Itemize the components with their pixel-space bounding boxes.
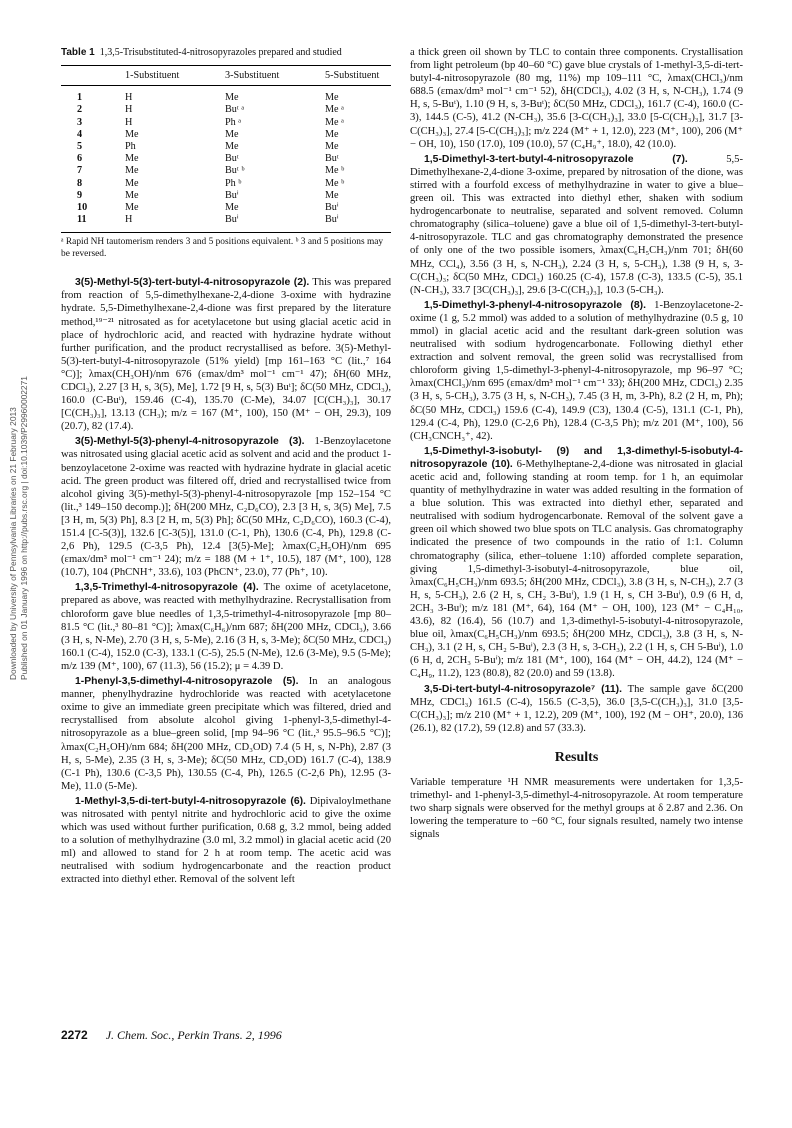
paragraph-text: 6-Methylheptane-2,4-dione was nitrosated in glacial acetic acid and, following standing at room temp. for 1 h, an equimolar quantity of methylhydrazine in water was added resulting in the formation of a blue solution. This was extracted into diethyl ether, separated and neutralised with sodium hydrogencarbonate. Removal of the solvent gave a green oil which showed two blue spots on TLC analysis. Gas chromatography indicated the presence of two compounds in the ratio of 1:1. Column chromatography (silica, ether–toluene 1:10) afforded complete separation, giving 1,5-dimethyl-3-isobutyl-4-nitrosopyrazole, blue oil, λmax(C₆H₅CH₃)/nm 693.5; δH(200 MHz, CDCl₃), 3.8 (3 H, s, N-CH₃), 2.7 (3 H, s, 5-CH₃), 2.6 (2 H, s, CH₂ 3-Buⁱ), 1.9 (1 H, s, CH 3-Buⁱ), 0.9 (6 H, d, 2CH₃ 3-Buⁱ); m/z 181 (M⁺, 64), 164 (M⁺ − OH, 100), 123 (M⁺ − C₄H₁₀, 43.6), 82 (16.4), 56 (10.7) and 1,3-dimethyl-5-isobutyl-4-nitrosopyrazole, blue oil, λmax(C₆H₅CH₃)/nm 693.5; δH(200 MHz, CDCl₃), 3.8 (3 H, s, N-CH₃), 3.1 (2 H, s, CH₂ 5-Buⁱ), 2.3 (3 H, s, 3-CH₃), 2.2 (1 H, s, CH 5-Buⁱ), 1.0 (6 H, d, 2CH₃ 5-Buⁱ); m/z 181 (M⁺, 100), 164 (M⁺ − OH, 44.2), 124 (M⁺ − C₄H₉, 11.2), 123 (80.8), 82 (20.0) and 59 (13.8). [410,458,743,680]
table-footnote: ᵃ Rapid NH tautomerism renders 3 and 5 positions equivalent. ᵇ 3 and 5 positions may be reversed. [61,237,384,259]
compound-number: 11 [77,214,87,226]
section-heading-results: Results [554,749,599,765]
paragraph [410,46,743,151]
table-cell: Buᵗ [325,153,339,165]
table-cell: Buⁱ [225,189,239,201]
table-row [61,104,391,116]
table-cell: Me ᵃ [325,116,344,128]
table-cell: Buⁱ [325,202,339,214]
paragraph-text: 1-Benzoylacetone was nitrosated using glacial acetic acid as solvent and acid and the product 1-benzoylacetone 2-oxime was reacted with hydrazine hydrate in glacial acetic acid. The green product was filtered off, dried and recrystallised twice from alcohol giving 3(5)-methyl-5(3)-phenyl-4-nitrosopyrazole [mp 152–154 °C (lit.,³ 149–150 decomp.)]; δH(200 MHz, C₂D₆CO), 2.3 [3 H, s, 3(5) Me], 7.5 [3 H, m, 5(3) Ph], 8.3 [2 H, m, 5(3) Ph]; δC(50 MHz, C₂D₆CO), 160.3 (C-4), 151.4 [C-5(3)], 132.6 [C-3(5)], 131.0 (C-1, Ph), 130.6 (C-4, Ph), 129.8 (C-2,6 Ph), 129.5 (C-3,5 Ph), 12.4 [3(5)-Me]; λmax(C₂H₅OH)/nm 695 (εmax/dm³ mol⁻¹ cm⁻¹ 24); m/z = 188 (M + 1⁺, 10.5), 187 (M⁺, 100), 128 (10.7), 104 (PhCNH⁺, 33.6), 103 (PhCN⁺, 23.0), 77 (Ph⁺, 10). [61,436,391,579]
download-watermark [2,300,32,680]
compound-number: 8 [77,177,83,189]
table-row [61,178,391,190]
download-notice: Downloaded by University of Pennsylvania Libraries on 21 February 2013 [8,407,18,680]
paragraph [410,153,743,297]
table-row [61,202,391,214]
table-cell: Me [225,141,239,152]
table-row [61,190,391,202]
compound-number: 9 [77,189,83,201]
table-row [61,129,391,141]
table-cell: Buⁱ [325,214,339,226]
paragraph-text: In an analogous manner, phenylhydrazine hydrochloride was reacted with acetylacetone oxime to give an immediate green precipitate which was filtered, dried and recrystallised from absolute alcohol giving 1-phenyl-3,5-dimethyl-4-nitrosopyrazole as a blue–green solid, [mp 94–96 °C (lit.,³ 95.5–96.5 °C)]; λmax(C₂H₅OH)/nm 684; δH(200 MHz, CD₃OD) 7.4 (5 H, s, N-Ph), 2.87 (3 H, s, 5-Me), 2.35 (3 H, s, 3-Me); δC(50 MHz, CD₃OD) 161.7 (C-4), 138.9 (C-1 Ph), 130.6 (C-3,5 Ph), 130.55 (C-4, Ph), 126.5 (C-2,6 Ph), 12.95 (3-Me), 11.0 (5-Me). [61,676,392,792]
compound-number: 3 [77,116,83,128]
table-caption-text: 1,3,5-Trisubstituted-4-nitrosopyrazoles prepared and studied [99,47,342,58]
table-header-cell [61,66,125,86]
table-cell: Me [125,128,139,140]
left-column [61,46,391,889]
table-header-row [61,66,391,86]
paragraph-text: 1-Benzoylacetone-2-oxime (1 g, 5.2 mmol) was added to a solution of methylhydrazine (0.5 g, 10 mmol) in glacial acetic acid and the resultant dark-green solution was neutralised with sodium hydrogencarbonate. Following diethyl ether extraction and solvent removal, the green solid was recrystallised from chloroform giving 1,5-dimethyl-3-phenyl-4-nitrosopyrazole, mp 96–97 °C; λmax(CHCl₃)/nm 695 (εmax/dm³ mol⁻¹ cm⁻¹ 33); δH(200 MHz, CDCl₃) 2.35 (3 H, s, 5-CH₃), 3.75 (3 H, s, N-CH₃), 7.45 (3 H, m, 3-Ph), 8.2 (2 H, m, Ph); δC(50 MHz, CDCl₃) 159.6 (C-4), 149.9 (C3), 130.4 (C-5), 131.1 (C-1, Ph), 129.4 (C-4, Ph), 129.0 (C-2,6 Ph), 128.4 (C-3,5 Ph); m/z 201 (M⁺, 100), 56 (CH₃CNCH₃⁺, 42). [410,299,743,442]
table-body [61,86,391,233]
table-cell: Me [325,141,339,152]
paragraph-text: Variable temperature ¹H NMR measurements were undertaken for 1,3,5-trimethyl- and 1-phenyl-3,5-dimethyl-4-nitrosopyrazole. At room temperature two sharp signals were observed for the methyl groups at δ 2.87 and 2.36. On lowering the temperature to −60 °C, four signals resulted, namely two intense signals [410,776,743,841]
page-number: 2272 [61,1028,88,1042]
paragraph-text: a thick green oil shown by TLC to contain three components. Crystallisation from light petroleum (bp 40–60 °C) gave blue crystals of 1-methyl-3,5-di-tert-butyl-4-nitrosopyrazole (80 mg, 11%) mp 109–111 °C, λmax(CHCl₃)/nm 688.5 (εmax/dm³ mol⁻¹ cm⁻¹ 52), δH(CDCl₃), 4.02 (3 H, s, N-CH₃), 1.74 (9 H, s, 5-Buᵗ), 1.10 (9 H, s, 3-Buᵗ); δC(50 MHz, CDCl₃), 161.7 (C-4), 160.0 (C-3), 144.5 (C-5), 41.2 (N-CH₃), 35.6 [3-C(CH₃)₃], 33.0 [5-C(CH₃)₃], 31.7 [3-C(CH₃)₃], 27.4 [5-C(CH₃)₃]; m/z 224 (M⁺ + 1, 12.0), 223 (M⁺, 100), 206 (M⁺ − OH, 10), 150 (17.0), 109 (10.0), 57 (C₄H₉⁺, 18.0), 42 (10.0). [410,47,743,150]
compound-heading: 3(5)-Methyl-5(3)-tert-butyl-4-nitrosopyrazole (2). [75,277,310,289]
substituent-table [61,65,391,233]
paragraph-text: This was prepared from reaction of 5,5-dimethylhexane-2,4-dione 3-oxime with hydrazine hydrate. 5,5-Dimethylhexane-2,4-dione was first prepared by the literature method,¹⁹⁻²¹ nitrosated as for acetylacetone but using glacial acetic acid in place of hydrochloric acid, and reacted with hydrazine hydrate without further purification, and the product recrystallised as before. 3(5)-Methyl-5(3)-tert-butyl-4-nitrosopyrazole (51% yield) [mp 161–163 °C (lit.,⁷ 164 °C)]; λmax(CH₃OH)/nm 676 (εmax/dm³ mol⁻¹ cm⁻¹ 47); δH(60 MHz, CDCl₃), 2.27 [3 H, s, 3(5), Me], 1.72 [9 H, s, 5(3) Buᵗ]; δC(50 MHz, CDCl₃), 160.0 (C-Buᵗ), 159.46 (C-4), 135.70 (C-Me), 34.07 [C(CH₃)₃], 30.17 [C(CH₃)₃], 13.13 (CH₃); m/z = 167 (M⁺, 100), 150 (M⁺ − OH, 29.3), 109 (20.7), 82 (17.4). [61,277,391,433]
paragraph [410,445,743,681]
table-cell: Me [125,202,139,214]
table-row [61,117,391,129]
table-label: Table 1 [61,47,95,58]
compound-number: 1 [77,92,83,104]
compound-heading: 1-Phenyl-3,5-dimethyl-4-nitrosopyrazole (5). [75,676,299,688]
table-row [61,153,391,165]
table-cell: H [125,214,133,226]
table-cell: Ph ᵃ [225,116,242,128]
table-cell: H [125,116,133,128]
compound-number: 2 [77,104,83,116]
table-cell: Me [325,128,339,140]
table-row [61,141,391,153]
compound-heading: 1,5-Dimethyl-3-tert-butyl-4-nitrosopyrazole (7). [424,153,688,165]
compound-number: 7 [77,165,83,177]
table-cell: Me [125,165,139,177]
compound-heading: 3(5)-Methyl-5(3)-phenyl-4-nitrosopyrazole (3). [75,436,305,448]
table-cell: Me [225,92,239,104]
paragraph-text: The sample gave δC(200 MHz, CDCl₃) 161.5 (C-4), 156.5 (C-3,5), 36.0 [3,5-C(CH₃)₃], 31.0 [3,5-C(CH₃)₃]; m/z 210 (M⁺ + 1, 12.2), 209 (M⁺, 100), 192 (M − OH⁺, 20.0), 136 (26.1), 82 (17.2), 59 (12.8) and 57 (33.3). [410,683,743,734]
compound-heading: 3,5-Di-tert-butyl-4-nitrosopyrazole⁷ (11). [424,683,622,695]
table-cell: Me [125,189,139,201]
table-cell: Buᵗ ᵇ [225,165,245,177]
table-cell: Me [325,92,339,104]
table-cell: Me ᵇ [325,177,345,189]
table-header-cell: 1-Substituent [125,66,225,86]
compound-heading: 1-Methyl-3,5-di-tert-butyl-4-nitrosopyrazole (6). [75,795,306,807]
journal-citation: J. Chem. Soc., Perkin Trans. 2, 1996 [105,1028,282,1042]
paragraph [61,581,391,673]
table-row [61,86,391,105]
paragraph-text: The oxime of acetylacetone, prepared as above, was reacted with methylhydrazine. Recrystallisation from chloroform gave blue needles of 1,3,5-trimethyl-4-nitrosopyrazole [mp 80–81.5 °C (lit.,³ 80–81 °C)]; λmax(C₆H₆)/nm 687; δH(200 MHz, CDCl₃), 3.66 (3 H, s, N-Me), 2.70 (3 H, s, 5-Me), 2.16 (3 H, s, 3-Me); δC(50 MHz, CDCl₃) 160.1 (C-4), 152.0 (C-3), 133.1 (C-5), 25.5 (N-Me), 12.6 (3-Me), 9.5 (5-Me); m/z 139 (M⁺, 100), 67 (11.3), 56 (15.2); μ = 4.39 D. [61,582,391,672]
paragraph [410,683,743,735]
table-row [61,214,391,233]
doi-link[interactable]: Published on 01 January 1996 on http://pubs.rsc.org | doi:10.1039/P29960002271 [19,376,29,680]
table-cell: Buᵗ [225,153,239,165]
paragraph [61,795,391,887]
table-caption [61,46,391,59]
compound-number: 5 [77,141,83,152]
table-cell: Me [325,189,339,201]
table-header-cell: 5-Substituent [325,66,391,86]
compound-heading: 1,5-Dimethyl-3-phenyl-4-nitrosopyrazole (8). [424,299,647,311]
paragraph [61,435,391,579]
paragraph [410,299,743,443]
table-cell: Me [125,153,139,165]
table-header-cell: 3-Substituent [225,66,325,86]
paragraph-text: Dipivaloylmethane was nitrosated with pentyl nitrite and hydrochloric acid to give the oxime which was used without further purification, 0.68 g, 3.2 mmol, being added to a solution of methylhydrazine (3.0 ml, 3.2 mmol) in glacial acetic acid (20 ml) and allowed to stand for 2 h at room temp. The acetic acid was neutralised with sodium hydrogencarbonate and the reaction product extracted into diethyl ether. Removal of the solvent left [61,795,391,886]
paragraph [61,675,391,793]
table-cell: Ph ᵇ [225,177,242,189]
page-footer [61,1028,282,1043]
compound-number: 4 [77,128,83,140]
table-cell: Ph [125,141,136,152]
table-cell: Buⁱ [225,214,239,226]
table-cell: H [125,92,133,104]
table-cell: Me ᵃ [325,104,344,116]
table-cell: Buᵗ ᵃ [225,104,245,116]
compound-number: 10 [77,202,88,214]
compound-number: 6 [77,153,83,165]
table-cell: Me ᵇ [325,165,345,177]
table-cell: Me [125,177,139,189]
paragraph-text: 5,5-Dimethylhexane-2,4-dione 3-oxime, prepared by nitrosation of the dione, was stirred with a fourfold excess of methylhydrazine in water to give a blue–green oil. This was extracted into diethyl ether, shaken with sodium hydrogencarbonate to neutralise, separated and solvent removed. Column chromatography (silica–toluene) gave a blue oil of 1,5-dimethyl-3-tert-butyl-4-nitrosopyrazole. TLC and gas chromatography demonstrated the presence of only one of the two possible isomers, λmax(C₆H₅CH₃)/nm 701; δH(60 MHz, CCl₄), 3.56 (3 H, s, N-CH₃), 2.24 (3 H, s, 5-CH₃), 1.38 (9 H, s, 3-C(CH₃)₃; δC(50 MHz, CDCl₃) 160.25 (C-4), 157.8 (C-3), 133.5 (C-5), 35.1 (N-CH₃), 33.7 [3C(CH₃)₃], 29.6 [3-C(CH₃)₃], 10.3 (5-CH₃). [410,153,743,296]
paragraph [410,776,743,841]
table-row [61,165,391,177]
compound-heading: 1,5-Dimethyl-3-isobutyl- (9) and 1,3-dimethyl-5-isobutyl-4-nitrosopyrazole (10). [410,445,743,470]
paragraph [61,276,391,433]
compound-heading: 1,3,5-Trimethyl-4-nitrosopyrazole (4). [75,582,259,594]
table-cell: H [125,104,133,116]
table-cell: Me [225,202,239,214]
right-column [410,46,743,843]
table-cell: Me [225,128,239,140]
